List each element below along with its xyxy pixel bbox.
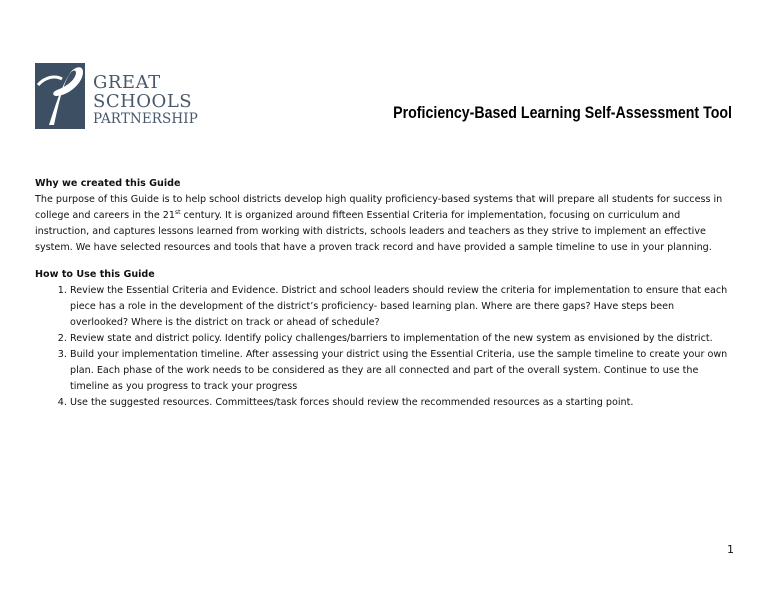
logo-line-schools: SCHOOLS: [93, 91, 193, 112]
document-body: [35, 176, 735, 411]
logo-mark-icon: [35, 63, 85, 129]
page-number: 1: [727, 543, 734, 556]
how-heading: How to Use this Guide: [35, 269, 155, 280]
logo-line-partnership: PARTNERSHIP: [93, 111, 198, 127]
how-steps-list: [35, 283, 735, 411]
ordinal-suffix: st: [175, 208, 181, 216]
list-item: 1. Review the Essential Criteria and Evidence. District and school leaders should review the criteria for implementation to ensure that each piece has a role in the development of the district’s proficiency- based learning plan. Where are there gaps? Have steps been overlooked? Where is the district on track or ahead of schedule?: [70, 283, 735, 331]
why-text-part-2: century. It is organized around fifteen Essential Criteria for implementation, focusing on curriculum and instruction, and captures lessons learned from working with districts, schools leaders and teachers as they strive to implement an effective system. We have selected resources and tools that have a proven track record and have provided a sample timeline to use in your planning.: [35, 210, 712, 253]
why-paragraph: [35, 192, 735, 256]
list-item: 4. Use the suggested resources. Committees/task forces should review the recommended resources as a starting point.: [70, 395, 735, 411]
great-schools-partnership-logo: [35, 63, 205, 133]
logo-line-great: GREAT: [93, 72, 161, 93]
list-item: 3. Build your implementation timeline. After assessing your district using the Essential Criteria, use the sample timeline to create your own plan. Each phase of the work needs to be considered as they are all connected and part of the overall system. Continue to use the timeline as you progress to track your progress: [70, 347, 735, 395]
list-item: 2. Review state and district policy. Identify policy challenges/barriers to implementation of the new system as envisioned by the district.: [70, 331, 735, 347]
why-heading: Why we created this Guide: [35, 178, 181, 189]
why-text-part-1: The purpose of this Guide is to help school districts develop high quality proficiency-based systems that will prepare all students for success in college and careers in the 21: [35, 194, 723, 221]
logo-wordmark: [93, 74, 198, 127]
document-title: Proficiency-Based Learning Self-Assessment Tool: [393, 104, 732, 122]
